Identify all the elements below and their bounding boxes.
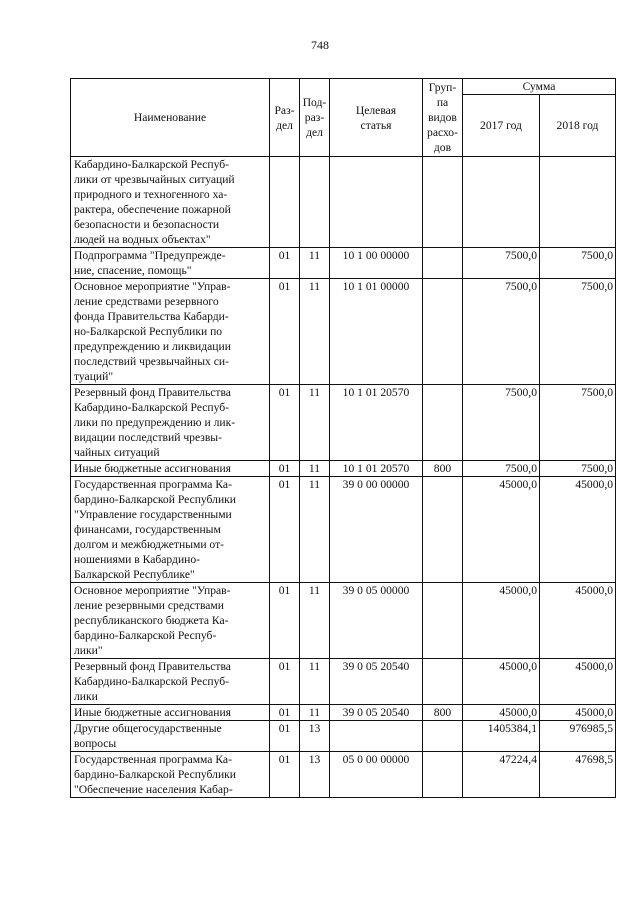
cell-name-line: Резервный фонд Правительства [74, 660, 231, 673]
cell-razdel [270, 157, 300, 248]
cell-target-article [330, 721, 423, 752]
cell-name-line: вопросы [74, 737, 117, 750]
cell-name-line: Другие общегосударственные [74, 722, 222, 735]
cell-name [71, 279, 270, 385]
cell-name [71, 385, 270, 461]
cell-sum-2017 [463, 157, 540, 248]
cell-expense-group [423, 721, 463, 752]
cell-name-line: чайных ситуаций [74, 446, 160, 459]
cell-name-line: туаций" [74, 370, 114, 383]
cell-podrazdel: 13 [300, 752, 330, 798]
cell-name-line: предупреждению и ликвидации [74, 340, 231, 353]
table-body [71, 157, 616, 798]
cell-name-line: Иные бюджетные ассигнования [74, 706, 231, 719]
cell-target-article: 10 1 01 20570 [330, 385, 423, 461]
cell-name-line: Кабардино-Балкарской Респуб- [74, 401, 230, 414]
cell-podrazdel: 11 [300, 385, 330, 461]
cell-podrazdel [300, 157, 330, 248]
cell-sum-2018: 7500,0 [540, 248, 616, 279]
cell-name-line: Государственная программа Ка- [74, 478, 232, 491]
cell-name-line: финансами, государственным [74, 523, 221, 536]
cell-podrazdel: 11 [300, 279, 330, 385]
cell-name-line: Основное мероприятие "Управ- [74, 280, 231, 293]
cell-expense-group [423, 752, 463, 798]
header-podrazdel: Под- раз- дел [300, 79, 330, 157]
header-sum: Сумма [463, 79, 616, 95]
cell-sum-2018: 45000,0 [540, 583, 616, 659]
cell-name [71, 705, 270, 721]
cell-name-line: ние, спасение, помощь" [74, 264, 192, 277]
cell-name-line: лики" [74, 644, 103, 657]
cell-name [71, 721, 270, 752]
table-row [71, 279, 616, 385]
cell-name-line: бардино-Балкарской Республики [74, 768, 236, 781]
cell-name-line: безопасности и безопасности [74, 218, 220, 231]
cell-name-line: последствий чрезвычайных си- [74, 355, 229, 368]
cell-name-line: людей на водных объектах" [74, 233, 211, 246]
header-year-2017: 2017 год [463, 95, 540, 157]
cell-sum-2017: 45000,0 [463, 659, 540, 705]
cell-razdel: 01 [270, 461, 300, 477]
cell-sum-2018: 45000,0 [540, 659, 616, 705]
cell-razdel: 01 [270, 583, 300, 659]
cell-name-line: долгом и межбюджетными от- [74, 538, 224, 551]
cell-sum-2018: 45000,0 [540, 477, 616, 583]
cell-name-line: лики [74, 690, 98, 703]
cell-expense-group: 800 [423, 705, 463, 721]
table-row [71, 583, 616, 659]
cell-sum-2018 [540, 157, 616, 248]
cell-expense-group [423, 157, 463, 248]
cell-sum-2017: 45000,0 [463, 477, 540, 583]
table-row [71, 721, 616, 752]
cell-sum-2018: 45000,0 [540, 705, 616, 721]
cell-expense-group [423, 248, 463, 279]
header-year-2018: 2018 год [540, 95, 616, 157]
cell-name [71, 477, 270, 583]
cell-sum-2018: 47698,5 [540, 752, 616, 798]
cell-name-line: республиканского бюджета Ка- [74, 614, 229, 627]
cell-name-line: Подпрограмма "Предупрежде- [74, 249, 226, 262]
cell-target-article: 10 1 01 20570 [330, 461, 423, 477]
cell-target-article: 39 0 05 00000 [330, 583, 423, 659]
header-razdel: Раз- дел [270, 79, 300, 157]
table-row [71, 461, 616, 477]
cell-name-line: лики от чрезвычайных ситуаций [74, 173, 235, 186]
cell-target-article [330, 157, 423, 248]
cell-expense-group [423, 583, 463, 659]
cell-razdel: 01 [270, 477, 300, 583]
table-header [71, 79, 616, 157]
cell-name-line: видации последствий чрезвы- [74, 431, 222, 444]
cell-name-line: "Управление государственными [74, 508, 232, 521]
cell-name [71, 157, 270, 248]
cell-razdel: 01 [270, 752, 300, 798]
cell-name-line: Кабардино-Балкарской Респуб- [74, 675, 230, 688]
cell-name-line: Резервный фонд Правительства [74, 386, 231, 399]
cell-sum-2018: 7500,0 [540, 385, 616, 461]
table-row [71, 477, 616, 583]
cell-name [71, 248, 270, 279]
cell-expense-group: 800 [423, 461, 463, 477]
cell-razdel: 01 [270, 385, 300, 461]
cell-target-article: 39 0 00 00000 [330, 477, 423, 583]
table-row [71, 752, 616, 798]
cell-name-line: но-Балкарской Республики по [74, 325, 223, 338]
cell-name [71, 461, 270, 477]
cell-sum-2017: 7500,0 [463, 248, 540, 279]
cell-name [71, 583, 270, 659]
table-row [71, 248, 616, 279]
cell-name-line: Государственная программа Ка- [74, 753, 232, 766]
cell-target-article: 39 0 05 20540 [330, 659, 423, 705]
cell-razdel: 01 [270, 705, 300, 721]
cell-name-line: ление резервными средствами [74, 599, 224, 612]
header-name: Наименование [71, 79, 270, 157]
cell-razdel: 01 [270, 279, 300, 385]
cell-sum-2018: 976985,5 [540, 721, 616, 752]
cell-podrazdel: 13 [300, 721, 330, 752]
cell-razdel: 01 [270, 248, 300, 279]
cell-podrazdel: 11 [300, 705, 330, 721]
cell-sum-2017: 7500,0 [463, 385, 540, 461]
cell-name-line: Кабардино-Балкарской Респуб- [74, 158, 230, 171]
cell-sum-2018: 7500,0 [540, 461, 616, 477]
cell-podrazdel: 11 [300, 659, 330, 705]
cell-sum-2017: 7500,0 [463, 461, 540, 477]
cell-expense-group [423, 385, 463, 461]
cell-podrazdel: 11 [300, 248, 330, 279]
cell-name-line: природного и техногенного ха- [74, 188, 228, 201]
cell-sum-2017: 7500,0 [463, 279, 540, 385]
cell-name-line: ношениями в Кабардино- [74, 553, 201, 566]
cell-name-line: Основное мероприятие "Управ- [74, 584, 231, 597]
cell-name-line: рактера, обеспечение пожарной [74, 203, 231, 216]
header-expense-group: Груп- па видов расхо- дов [423, 79, 463, 157]
cell-sum-2017: 45000,0 [463, 583, 540, 659]
cell-name [71, 752, 270, 798]
cell-name-line: бардино-Балкарской Респуб- [74, 629, 217, 642]
table-row [71, 705, 616, 721]
cell-sum-2017: 45000,0 [463, 705, 540, 721]
cell-name-line: фонда Правительства Кабарди- [74, 310, 229, 323]
cell-podrazdel: 11 [300, 583, 330, 659]
cell-name-line: лики по предупреждению и лик- [74, 416, 236, 429]
cell-target-article: 05 0 00 00000 [330, 752, 423, 798]
cell-name-line: бардино-Балкарской Республики [74, 493, 236, 506]
cell-sum-2017: 1405384,1 [463, 721, 540, 752]
cell-target-article: 39 0 05 20540 [330, 705, 423, 721]
cell-target-article: 10 1 00 00000 [330, 248, 423, 279]
cell-razdel: 01 [270, 721, 300, 752]
header-target-article: Целевая статья [330, 79, 423, 157]
cell-expense-group [423, 477, 463, 583]
cell-razdel: 01 [270, 659, 300, 705]
cell-name-line: Иные бюджетные ассигнования [74, 462, 231, 475]
cell-podrazdel: 11 [300, 477, 330, 583]
cell-name-line: Балкарской Республике" [74, 568, 195, 581]
cell-name-line: ление средствами резервного [74, 295, 219, 308]
cell-sum-2017: 47224,4 [463, 752, 540, 798]
table-row [71, 659, 616, 705]
cell-target-article: 10 1 01 00000 [330, 279, 423, 385]
cell-podrazdel: 11 [300, 461, 330, 477]
table-row [71, 385, 616, 461]
page-number: 748 [311, 38, 329, 52]
budget-table [70, 78, 616, 798]
cell-expense-group [423, 279, 463, 385]
cell-name [71, 659, 270, 705]
table-row [71, 157, 616, 248]
cell-sum-2018: 7500,0 [540, 279, 616, 385]
cell-expense-group [423, 659, 463, 705]
cell-name-line: "Обеспечение населения Кабар- [74, 783, 233, 796]
